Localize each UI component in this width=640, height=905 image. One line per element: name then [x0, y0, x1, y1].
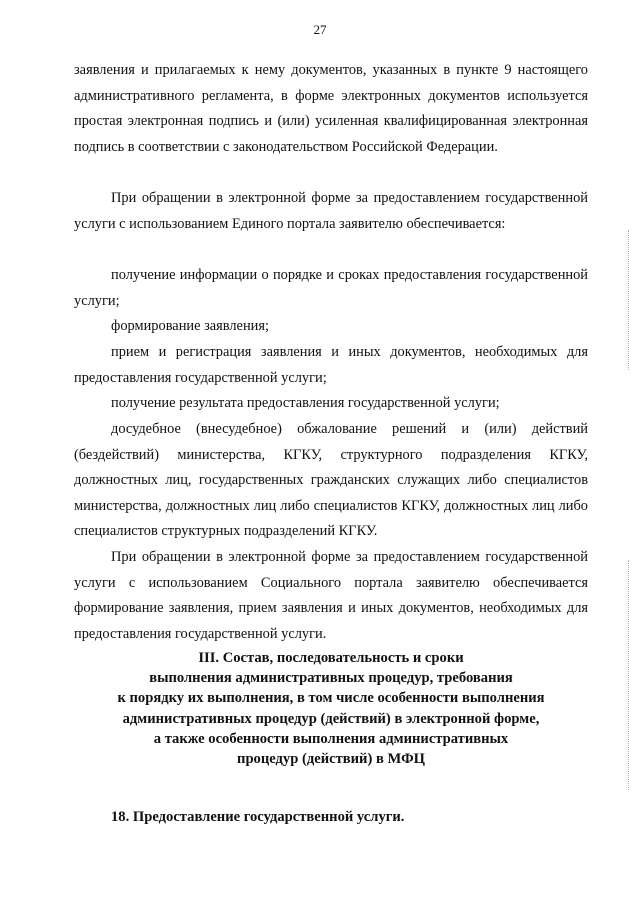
section-heading-line: а также особенности выполнения административных [153, 730, 509, 747]
paragraph-social-portal: При обращении в электронной форме за предоставлением государственной услуги с использованием Социального портала заявителю обеспечивается формирование заявления, прием заявления и иных документов, необходимых для предоставления государственной услуги. [74, 549, 588, 642]
section-heading-line: выполнения административных процедур, требования [149, 670, 513, 687]
paragraph-unified-portal-intro: При обращении в электронной форме за предоставлением государственной услуги с использованием Единого портала заявителю обеспечивается: [74, 190, 588, 232]
list-item-result: получение результата предоставления государственной услуги; [111, 395, 500, 411]
section-heading-line: процедур (действий) в МФЦ [237, 751, 425, 768]
subsection-title: 18. Предоставление государственной услуги. [111, 809, 405, 825]
list-item-application-forming: формирование заявления; [111, 318, 269, 334]
section-heading-line: к порядку их выполнения, в том числе особенности выполнения [117, 690, 545, 707]
section-heading-line: III. Состав, последовательность и сроки [198, 650, 464, 666]
list-item-registration: прием и регистрация заявления и иных документов, необходимых для предоставления государственной услуги; [74, 344, 588, 386]
list-item-information: получение информации о порядке и сроках предоставления государственной услуги; [74, 267, 588, 309]
section-heading-line: административных процедур (действий) в электронной форме, [122, 710, 540, 727]
scan-margin-mark [628, 560, 630, 790]
scan-margin-mark [628, 230, 630, 370]
paragraph-signature: заявления и прилагаемых к нему документов, указанных в пункте 9 настоящего административного регламента, в форме электронных документов используется простая электронная подпись и (или) усиленная квалифицированная электронная подпись в соответствии с законодательством Российской Федерации. [74, 62, 588, 155]
section-heading [74, 648, 588, 769]
page-number: 27 [313, 22, 327, 37]
list-item-appeal: досудебное (внесудебное) обжалование решений и (или) действий (бездействий) министерства, КГКУ, структурного подразделения КГКУ, должностных лиц, государственных гражданских служащих либо специалистов министерства, должностных лиц либо специалистов КГКУ, должностных лиц либо специалистов структурных подразделений КГКУ. [74, 421, 588, 540]
